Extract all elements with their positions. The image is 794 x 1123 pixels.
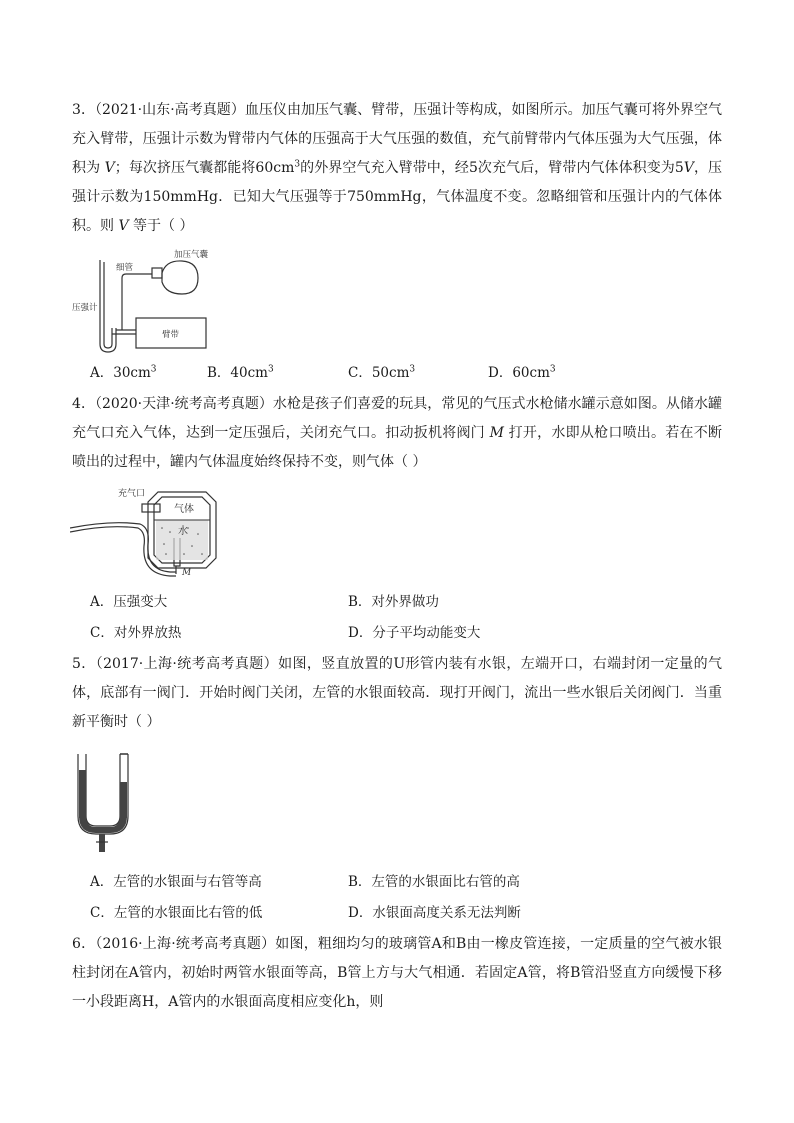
question-4-stem: 4．（2020·天津·统考高考真题）水枪是孩子们喜爱的玩具，常见的气压式水枪储水罐示意如图。从储水罐充气口充入气体，达到一定压强后，关闭充气口。扣动扳机将阀门 M 打开，水即从枪口喷出。若在不断喷出的过程中，罐内气体温度始终保持不变，则气体（ ）	[72, 396, 723, 470]
option-c[interactable]: C．$50cm^3$	[348, 364, 416, 381]
option-b[interactable]: B．$40cm^3$	[207, 364, 274, 381]
u-tube-figure	[72, 750, 134, 860]
water-label: 水	[178, 526, 188, 537]
option-b[interactable]: B．对外界做功	[348, 594, 439, 610]
gauge-label: 压强计	[72, 303, 98, 313]
blood-pressure-figure	[70, 248, 220, 354]
gas-label: 气体	[174, 504, 194, 515]
option-a[interactable]: A．压强变大	[90, 594, 168, 610]
cuff-label: 臂带	[162, 330, 180, 340]
tube-label: 细管	[116, 263, 134, 273]
question-5-stem: 5．（2017·上海·统考高考真题）如图，竖直放置的U形管内装有水银，左端开口，右端封闭一定量的气体，底部有一阀门．开始时阀门关闭，左管的水银面较高．现打开阀门，流出一些水银后关闭阀门．当重新平衡时（ ）	[72, 656, 722, 730]
bag-label: 加压气囊	[174, 250, 209, 260]
question-3	[72, 96, 722, 241]
inlet-label: 充气口	[118, 489, 146, 499]
option-d[interactable]: D．分子平均动能变大	[348, 625, 481, 641]
question-6	[72, 930, 722, 1017]
question-5	[72, 650, 722, 737]
question-3-stem: 3．（2021·山东·高考真题）血压仪由加压气囊、臂带，压强计等构成，如图所示。加压气囊可将外界空气充入臂带，压强计示数为臂带内气体的压强高于大气压强的数值，充气前臂带内气体压强为大气压强，体积为 V；每次挤压气囊都能将$60cm^3$的外界空气充入臂带中，经5次充气后，臂带内气体体积变为5V，压强计示数为150mmHg．已知大气压强等于750mmHg，气体温度不变。忽略细管和压强计内的气体体积。则 V 等于（ ）	[72, 102, 723, 234]
option-b[interactable]: B．左管的水银面比右管的高	[348, 874, 520, 890]
option-a[interactable]: A．左管的水银面与右管等高	[90, 874, 262, 890]
question-4	[72, 390, 722, 477]
question-6-stem: 6．（2016·上海·统考高考真题）如图，粗细均匀的玻璃管A和B由一橡皮管连接，一定质量的空气被水银柱封闭在A管内，初始时两管水银面等高，B管上方与大气相通．若固定A管，将B管沿竖直方向缓慢下移一小段距离H，A管内的水银面高度相应变化h，则	[72, 936, 722, 1010]
option-d[interactable]: D．水银面高度关系无法判断	[348, 905, 521, 921]
option-a[interactable]: A．$30cm^3$	[90, 364, 157, 381]
option-c[interactable]: C．对外界放热	[90, 625, 182, 641]
option-d[interactable]: D．$60cm^3$	[488, 364, 556, 381]
water-gun-figure	[70, 484, 230, 580]
valve-label: M	[182, 568, 192, 578]
option-c[interactable]: C．左管的水银面比右管的低	[90, 905, 263, 921]
